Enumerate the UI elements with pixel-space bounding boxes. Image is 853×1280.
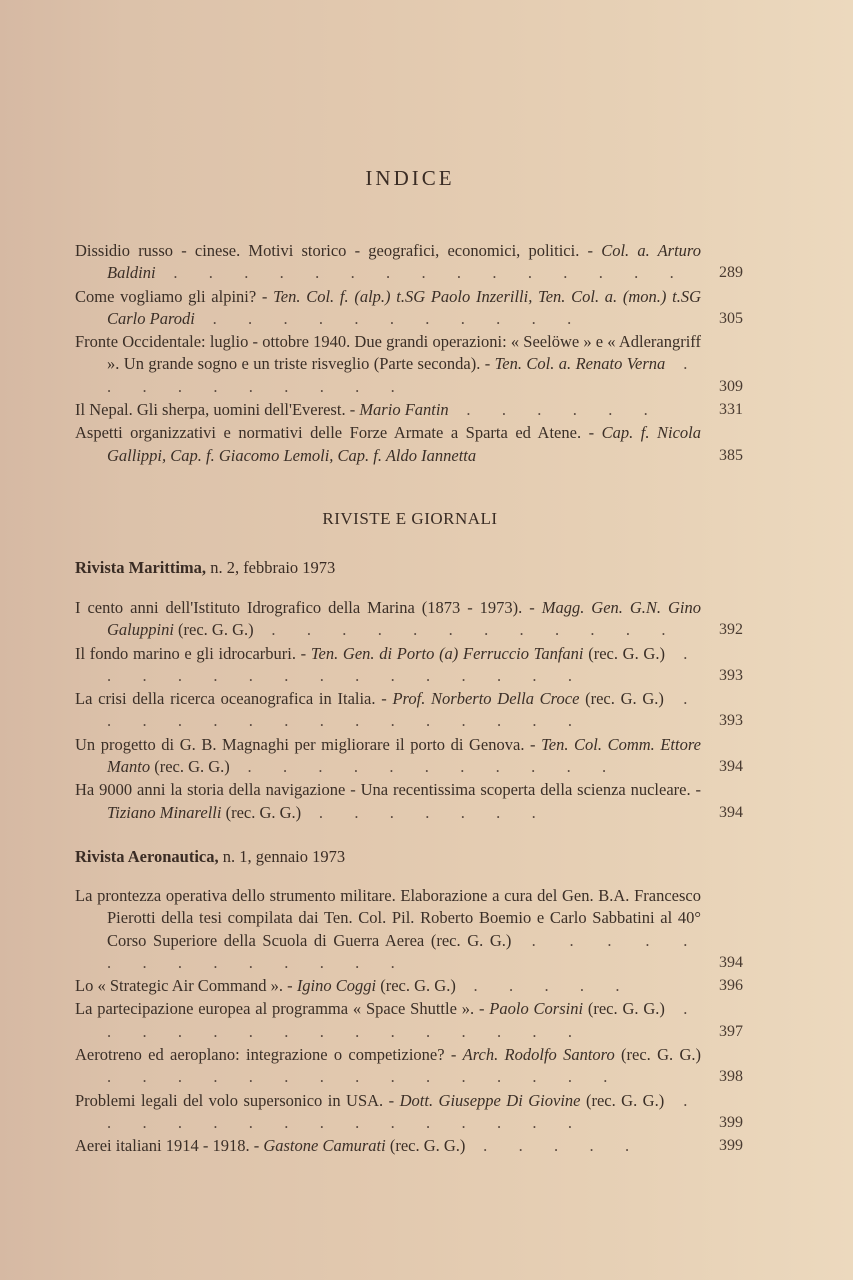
entry-page-number: 394	[719, 953, 743, 971]
entry-text	[75, 422, 701, 467]
aeronautica-entries	[75, 885, 743, 1159]
entry-author: Gastone Camurati	[263, 1136, 386, 1156]
journal-issue: n. 1, gennaio 1973	[218, 847, 346, 866]
index-entry	[75, 998, 743, 1043]
entry-title: Aspetti organizzativi e normativi delle Forze Armate a Sparta ed Atene. -	[75, 423, 602, 443]
entry-text	[75, 975, 701, 997]
entry-leader-dots: . . . . . . . . . . . . . . .	[107, 999, 702, 1041]
entry-review-note: (rec. G. G.)	[221, 802, 302, 822]
entry-text	[75, 643, 701, 688]
entry-page-number: 393	[719, 712, 743, 730]
entry-page-number: 393	[719, 666, 743, 684]
entry-author: Cap. f. Nicola Gallippi, Cap. f. Giacomo Lemoli, Cap. f. Aldo Iannetta	[107, 423, 701, 465]
index-entry	[75, 885, 743, 974]
entry-page-number: 289	[719, 264, 743, 282]
entry-leader-dots: . . . . . . . . . .	[107, 354, 701, 396]
entry-leader-dots: . . . . . . . . . . . . . . .	[155, 263, 688, 283]
entry-review-note: (rec. G. G.)	[580, 1090, 665, 1110]
index-entry	[75, 1044, 743, 1089]
entry-leader-dots: . . . . . . .	[301, 802, 550, 822]
entry-text	[75, 286, 701, 331]
entry-leader-dots: . . . . . . . . . . . . . .	[107, 930, 702, 972]
entry-review-note: (rec. G. G.)	[424, 930, 512, 950]
entry-review-note: (rec. G. G.)	[173, 620, 254, 640]
entry-leader-dots: . . . . . . . . . . . . . . .	[107, 689, 701, 731]
index-entry	[75, 597, 743, 642]
entry-review-note: (rec. G. G.)	[583, 643, 665, 663]
entry-text	[75, 998, 701, 1043]
entry-text	[75, 885, 701, 974]
entry-title: Dissidio russo - cinese. Motivi storico - geografici, economici, politici. -	[75, 241, 602, 260]
index-entry	[75, 1135, 743, 1157]
index-entry	[75, 688, 743, 733]
index-entry	[75, 643, 743, 688]
entry-title: I cento anni dell'Istituto Idrografico della Marina (1873 - 1973). -	[75, 598, 542, 617]
entry-page-number: 309	[719, 377, 743, 395]
entry-text	[75, 779, 701, 824]
entry-page-number: 394	[719, 758, 743, 776]
index-entry	[75, 734, 743, 779]
entry-title: Il fondo marino e gli idrocarburi. -	[75, 643, 311, 663]
entry-page-number: 305	[719, 309, 743, 327]
index-entry	[75, 1090, 743, 1135]
entry-review-note: (rec. G. G.)	[150, 757, 230, 777]
index-title: INDICE	[365, 166, 455, 190]
entry-page-number: 392	[719, 621, 743, 639]
entry-title: La partecipazione europea al programma « Space Shuttle ». -	[75, 999, 490, 1019]
entry-leader-dots: . . . . . .	[448, 400, 662, 420]
main-index-list	[75, 240, 743, 468]
entry-title: Aerotreno ed aeroplano: integrazione o competizione? -	[75, 1045, 463, 1065]
entry-title: Aerei italiani 1914 - 1918. -	[75, 1136, 264, 1156]
entry-leader-dots: . . . . . . . . . . . .	[253, 620, 680, 640]
entry-leader-dots: . . . . .	[455, 976, 634, 996]
index-entry	[75, 779, 743, 824]
entry-text	[75, 331, 701, 398]
entry-page-number: 399	[719, 1113, 743, 1131]
entry-author: Col. a. Arturo Baldini	[107, 241, 701, 283]
entry-leader-dots: . . . . .	[465, 1136, 643, 1156]
entry-leader-dots: . . . . . . . . . . .	[229, 757, 620, 777]
entry-title: Fronte Occidentale: luglio - ottobre 1940. Due grandi operazioni: « Seelöwe » e « Adlerangriff ». Un grande sogno e un triste risveglio (Parte seconda). -	[75, 332, 701, 374]
entry-title: Ha 9000 anni la storia della navigazione - Una recentissima scoperta della scienza nucleare. -	[75, 780, 701, 800]
entry-text	[75, 240, 701, 285]
entry-page-number: 399	[719, 1137, 743, 1155]
entry-author: Ten. Col. f. (alp.) t.SG Paolo Inzerilli, Ten. Col. a. (mon.) t.SG Carlo Parodi	[107, 286, 702, 328]
entry-leader-dots: . . . . . . . . . . . . . . .	[107, 1067, 622, 1087]
journal-issue: n. 2, febbraio 1973	[206, 558, 336, 577]
entry-review-note: (rec. G. G.)	[579, 689, 664, 709]
entry-author: Paolo Corsini	[489, 999, 584, 1019]
entry-title: Un progetto di G. B. Magnaghi per migliorare il porto di Genova. -	[75, 734, 542, 754]
entry-author: Igino Coggi	[296, 976, 377, 996]
entry-title: La prontezza operativa dello strumento militare. Elaborazione a cura del Gen. B.A. Francesco Pierotti della tesi compilata dai Ten. Col. Pil. Roberto Boemio e Carlo Sabbatini al 40° Corso Superiore della Scuola di Guerra Aerea	[75, 886, 701, 950]
entry-leader-dots: . . . . . . . . . . .	[194, 308, 585, 328]
marittima-entries	[75, 597, 743, 825]
entry-author: Tiziano Minarelli	[107, 802, 222, 822]
entry-title: Problemi legali del volo supersonico in USA. -	[75, 1090, 400, 1110]
entry-text	[75, 399, 701, 421]
entry-text	[75, 1090, 701, 1135]
entry-author: Ten. Gen. di Porto (a) Ferruccio Tanfani	[310, 643, 584, 663]
index-entry	[75, 240, 743, 285]
entry-author: Mario Fantin	[359, 400, 449, 420]
entry-text	[75, 1044, 701, 1089]
index-entry	[75, 399, 743, 421]
index-entry	[75, 331, 743, 398]
entry-page-number: 396	[719, 977, 743, 995]
entry-page-number: 394	[719, 803, 743, 821]
journal-name: Rivista Marittima,	[75, 558, 207, 577]
entry-page-number: 331	[719, 401, 743, 419]
journal-heading-aeronautica	[75, 847, 345, 867]
entry-review-note: (rec. G. G.)	[385, 1136, 466, 1156]
entry-review-note: (rec. G. G.)	[583, 999, 665, 1019]
entry-text	[75, 1135, 701, 1157]
index-entry	[75, 975, 743, 997]
entry-author: Ten. Col. Comm. Ettore Manto	[107, 734, 701, 777]
entry-title: Il Nepal. Gli sherpa, uomini dell'Everest. -	[75, 400, 360, 420]
entry-author: Magg. Gen. G.N. Gino Galuppini	[107, 598, 701, 640]
section-subtitle: RIVISTE E GIORNALI	[322, 509, 498, 528]
entry-author: Ten. Col. a. Renato Verna	[494, 354, 666, 374]
entry-author: Prof. Norberto Della Croce	[392, 689, 580, 709]
entry-review-note: (rec. G. G.)	[614, 1045, 701, 1065]
entry-title: Lo « Strategic Air Command ». -	[75, 976, 297, 996]
journal-name: Rivista Aeronautica,	[75, 847, 219, 866]
entry-author: Dott. Giuseppe Di Giovine	[399, 1090, 581, 1110]
entry-title: La crisi della ricerca oceanografica in Italia. -	[75, 689, 393, 709]
entry-leader-dots: . . . . . . . . . . . . . . .	[107, 1090, 702, 1132]
journal-heading-marittima	[75, 558, 335, 578]
index-entry	[75, 286, 743, 331]
entry-text	[75, 597, 701, 642]
entry-leader-dots: . . . . . . . . . . . . . . .	[107, 643, 701, 685]
entry-page-number: 397	[719, 1022, 743, 1040]
entry-review-note: (rec. G. G.)	[376, 976, 456, 996]
entry-page-number: 398	[719, 1068, 743, 1086]
entry-page-number: 385	[719, 446, 743, 464]
entry-title: Come vogliamo gli alpini? -	[75, 286, 274, 306]
entry-author: Arch. Rodolfo Santoro	[462, 1045, 615, 1065]
entry-text	[75, 734, 701, 779]
index-entry	[75, 422, 743, 467]
entry-text	[75, 688, 701, 733]
